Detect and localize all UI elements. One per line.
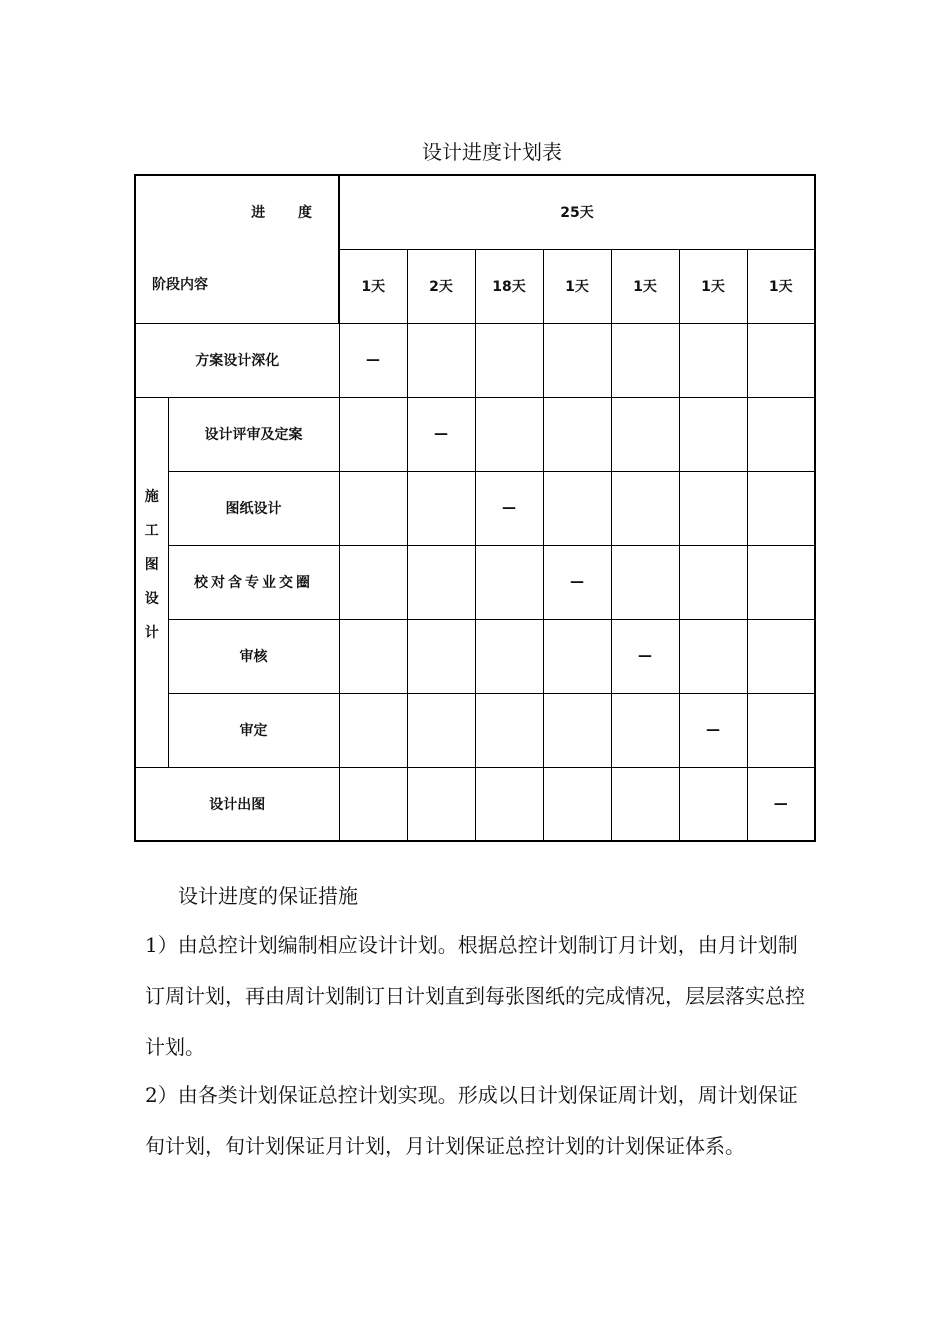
day-column-header: 2天	[407, 249, 475, 323]
schedule-mark: —	[611, 619, 679, 693]
table-row	[135, 767, 815, 841]
table-row	[135, 397, 815, 471]
row-label: 设计评审及定案	[168, 397, 339, 471]
row-label: 图纸设计	[168, 471, 339, 545]
day-column-header: 1天	[611, 249, 679, 323]
day-column-header: 1天	[747, 249, 815, 323]
schedule-mark: —	[747, 767, 815, 841]
day-column-header: 1天	[543, 249, 611, 323]
section-heading: 设计进度的保证措施	[178, 884, 358, 908]
paragraph: 1）由总控计划编制相应设计计划。根据总控计划制订月计划，由月计划制订周计划，再由周计划制订日计划直到每张图纸的完成情况，层层落实总控计划。	[145, 933, 805, 1059]
day-column-header: 1天	[679, 249, 747, 323]
row-label: 设计出图	[135, 767, 339, 841]
header-stage-label: 阶段内容	[152, 277, 208, 293]
schedule-mark: —	[407, 397, 475, 471]
day-column-header: 18天	[475, 249, 543, 323]
row-label: 校对含专业交圈	[168, 545, 339, 619]
table-row	[135, 323, 815, 397]
group-label-vertical: 施 工 图 设 计	[135, 397, 168, 767]
schedule-mark: —	[543, 545, 611, 619]
day-column-header: 1天	[339, 249, 407, 323]
page-title: 设计进度计划表	[422, 140, 562, 164]
header-corner-cell	[135, 175, 339, 323]
schedule-mark: —	[339, 323, 407, 397]
header-progress-label: 进 度	[251, 205, 326, 221]
paragraph: 2）由各类计划保证总控计划实现。形成以日计划保证周计划，周计划保证旬计划，旬计划保证月计划，月计划保证总控计划的计划保证体系。	[145, 1083, 798, 1158]
table-row	[135, 619, 815, 693]
schedule-mark: —	[679, 693, 747, 767]
row-label: 审核	[168, 619, 339, 693]
schedule-table	[134, 174, 816, 842]
table-row	[135, 545, 815, 619]
row-label: 审定	[168, 693, 339, 767]
total-days-header: 25天	[339, 175, 815, 249]
table-row	[135, 693, 815, 767]
row-label: 方案设计深化	[135, 323, 339, 397]
schedule-mark: —	[475, 471, 543, 545]
table-row	[135, 471, 815, 545]
